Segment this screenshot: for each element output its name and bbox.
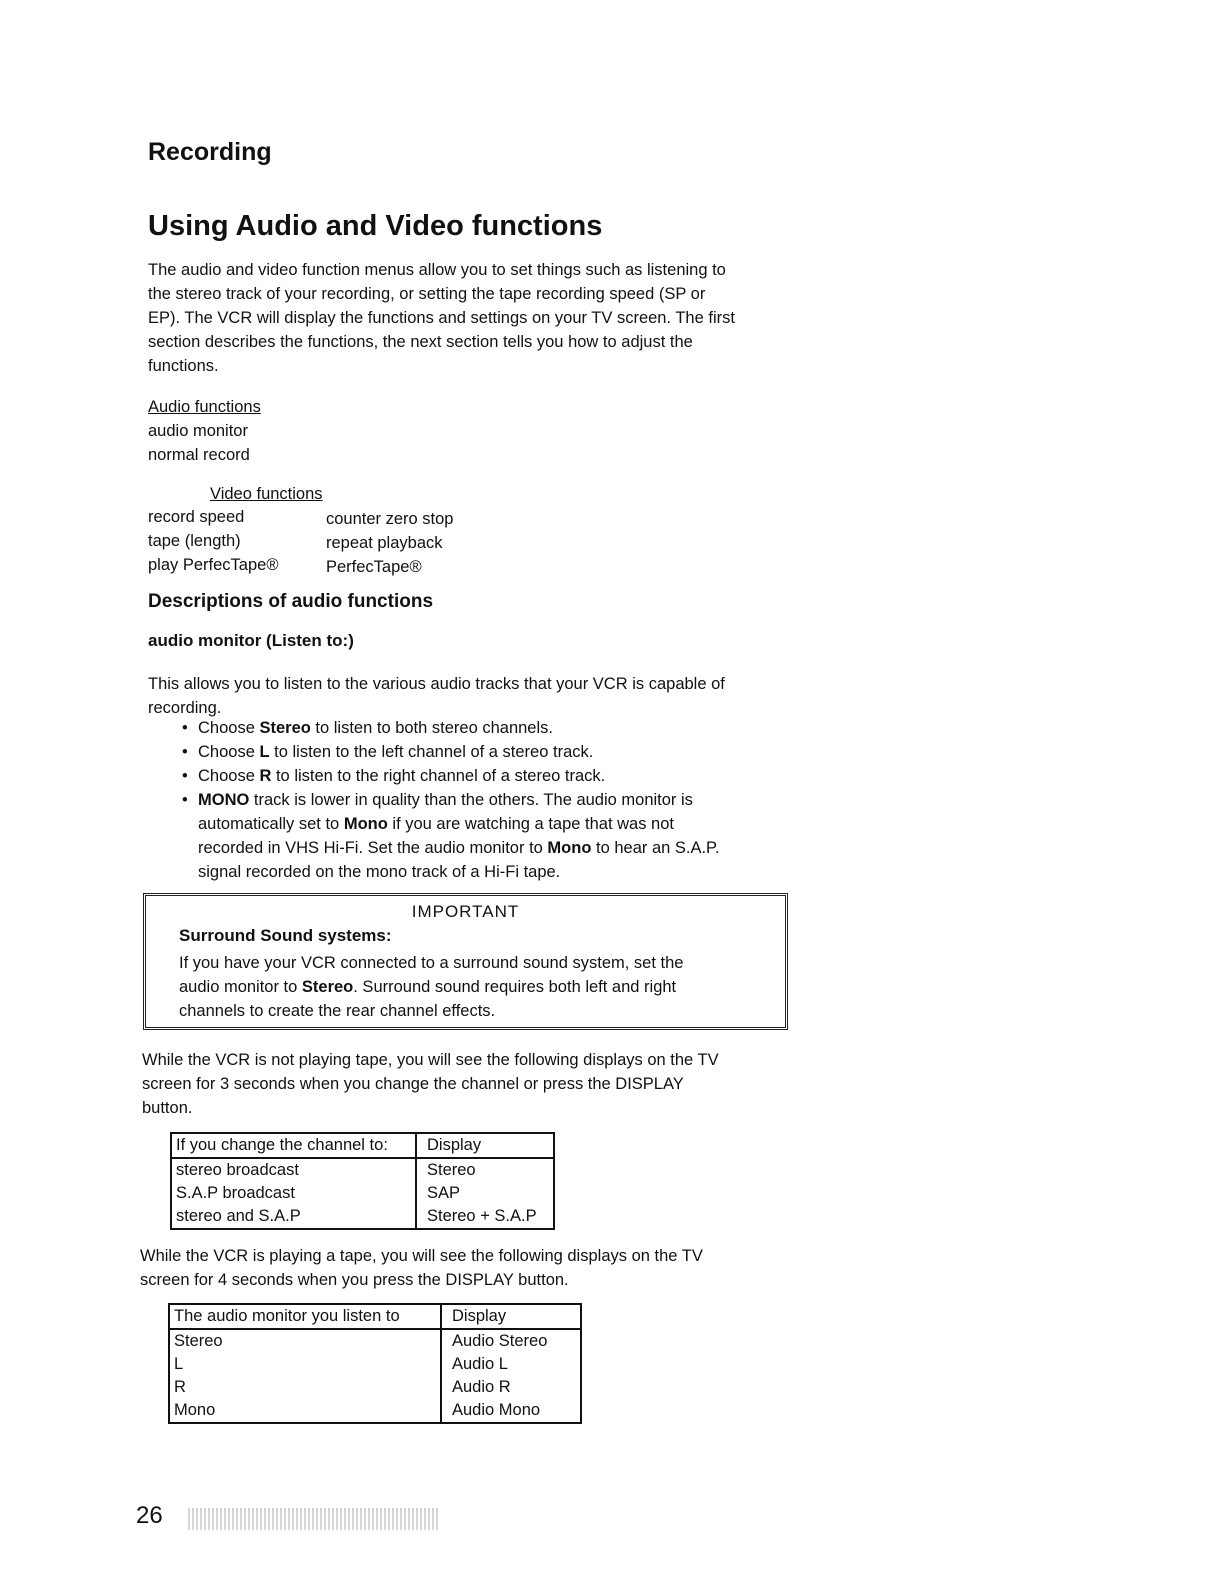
bullet-continuation: recorded in VHS Hi-Fi. Set the audio monitor to Mono to hear an S.A.P. <box>198 839 720 857</box>
table-row: Mono Audio Mono <box>169 1399 581 1423</box>
intro-paragraph <box>148 258 735 378</box>
text-line: screen for 4 seconds when you press the DISPLAY button. <box>140 1271 569 1289</box>
bullet-item: • Choose Stereo to listen to both stereo channels. <box>182 719 553 737</box>
table-row: stereo and S.A.P Stereo + S.A.P <box>171 1205 554 1229</box>
table-row: stereo broadcast Stereo <box>171 1158 554 1182</box>
channel-display-table <box>170 1132 555 1230</box>
video-functions-col1 <box>148 505 278 577</box>
text-line: EP). The VCR will display the functions and settings on your TV screen. The first <box>148 309 735 327</box>
list-item: record speed <box>148 508 245 526</box>
list-item: normal record <box>148 446 250 464</box>
list-item: audio monitor <box>148 422 248 440</box>
text-line: While the VCR is not playing tape, you will see the following displays on the TV <box>142 1051 719 1069</box>
bullet-continuation: automatically set to Mono if you are watching a tape that was not <box>198 815 674 833</box>
audio-functions-list <box>148 395 261 467</box>
scan-artifact <box>188 1508 440 1530</box>
table-row: L Audio L <box>169 1353 581 1376</box>
section-title: Recording <box>148 138 272 166</box>
playing-paragraph <box>140 1244 703 1292</box>
important-subtitle: Surround Sound systems: <box>179 926 392 945</box>
table-row: S.A.P broadcast SAP <box>171 1182 554 1205</box>
bullet-continuation: signal recorded on the mono track of a Hi-Fi tape. <box>198 863 561 881</box>
bullet-item: • Choose L to listen to the left channel of a stereo track. <box>182 743 594 761</box>
text-line: While the VCR is playing a tape, you will see the following displays on the TV <box>140 1247 703 1265</box>
audio-functions-heading: Audio functions <box>148 398 261 416</box>
audio-monitor-display-table <box>168 1303 582 1424</box>
important-text: If you have your VCR connected to a surround sound system, set the audio monitor to Stereo. Surround sound requires both left and right channels to create the rear channel effects. <box>179 954 684 1020</box>
text-line: button. <box>142 1099 193 1117</box>
bullet-list <box>182 716 720 884</box>
table-row: R Audio R <box>169 1376 581 1399</box>
table-header-row: If you change the channel to: Display <box>171 1133 554 1158</box>
page-number: 26 <box>136 1502 163 1529</box>
text-line: recording. <box>148 699 222 717</box>
important-box <box>143 893 788 1030</box>
important-title: IMPORTANT <box>411 902 520 921</box>
text-line: This allows you to listen to the various audio tracks that your VCR is capable of <box>148 675 725 693</box>
bullet-item: • Choose R to listen to the right channel of a stereo track. <box>182 767 606 785</box>
text-line: section describes the functions, the next section tells you how to adjust the <box>148 333 693 351</box>
text-line: the stereo track of your recording, or setting the tape recording speed (SP or <box>148 285 706 303</box>
text-line: screen for 3 seconds when you change the channel or press the DISPLAY <box>142 1075 684 1093</box>
list-item: PerfecTape® <box>326 558 422 576</box>
list-item: tape (length) <box>148 532 241 550</box>
video-functions-heading: Video functions <box>210 485 323 503</box>
table-header-row: The audio monitor you listen to Display <box>169 1304 581 1329</box>
text-line: functions. <box>148 357 219 375</box>
bullet-item: • MONO track is lower in quality than the others. The audio monitor is <box>182 791 693 809</box>
list-item: counter zero stop <box>326 510 454 528</box>
text-line: The audio and video function menus allow you to set things such as listening to <box>148 261 726 279</box>
descriptions-heading: Descriptions of audio functions <box>148 591 434 612</box>
audio-monitor-description <box>148 672 725 720</box>
not-playing-paragraph <box>142 1048 719 1120</box>
table-row: Stereo Audio Stereo <box>169 1329 581 1353</box>
video-functions-col2 <box>326 507 454 579</box>
list-item: play PerfecTape® <box>148 556 279 574</box>
list-item: repeat playback <box>326 534 443 552</box>
page-title: Using Audio and Video functions <box>148 210 603 242</box>
audio-monitor-heading: audio monitor (Listen to:) <box>148 631 354 650</box>
